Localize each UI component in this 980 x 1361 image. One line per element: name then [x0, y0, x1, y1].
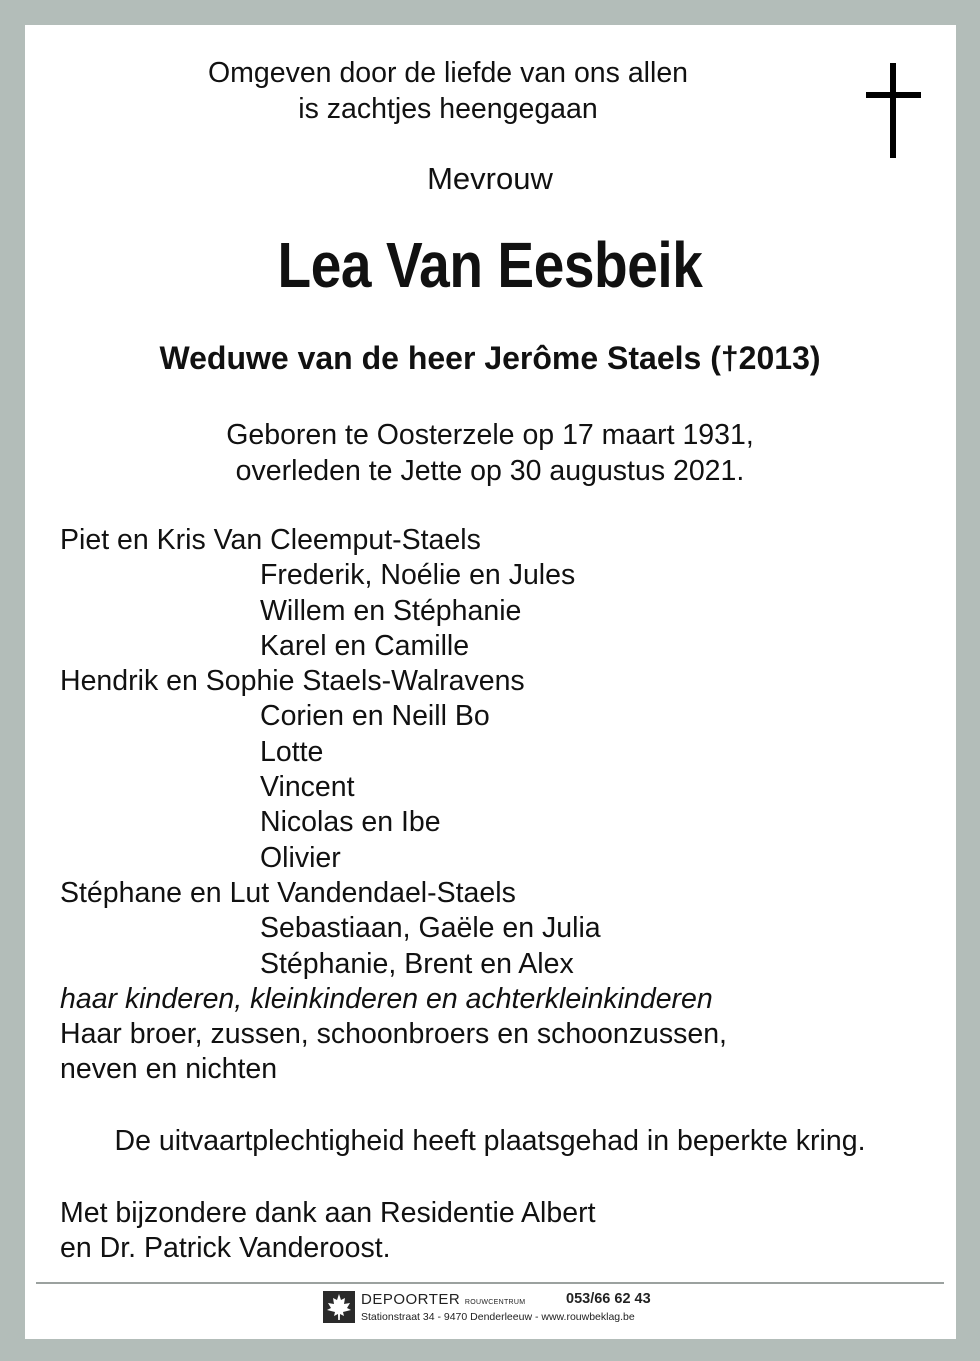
family-grandchild: Vincent: [260, 771, 355, 804]
family-grandchild: Sebastiaan, Gaële en Julia: [260, 912, 601, 945]
deceased-name: Lea Van Eesbeik: [277, 229, 703, 301]
intro-text: [0, 55, 896, 127]
brand-main: DEPOORTER: [361, 1291, 461, 1308]
thanks-line: en Dr. Patrick Vanderoost.: [60, 1232, 391, 1264]
family-summary: haar kinderen, kleinkinderen en achterkleinkinderen: [60, 982, 713, 1015]
family-grandchild: Nicolas en Ibe: [260, 806, 441, 839]
family-grandchild: Olivier: [260, 841, 341, 874]
funeral-home-name: [361, 1291, 525, 1308]
family-grandchild: Stéphanie, Brent en Alex: [260, 947, 574, 980]
phone-number: 053/66 62 43: [566, 1291, 651, 1307]
family-relatives: Haar broer, zussen, schoonbroers en schoonzussen,: [60, 1018, 727, 1051]
family-relatives: neven en nichten: [60, 1053, 278, 1086]
funeral-notice: De uitvaartplechtigheid heeft plaatsgehad in beperkte kring.: [114, 1125, 866, 1157]
funeral-home-address: Stationstraat 34 - 9470 Denderleeuw - www.rouwbeklag.be: [361, 1311, 635, 1323]
death-line: overleden te Jette op 30 augustus 2021.: [235, 455, 745, 487]
footer: [323, 1291, 663, 1327]
intro-line: is zachtjes heengegaan: [298, 93, 598, 125]
cross-icon: [866, 63, 921, 158]
honorific: Mevrouw: [427, 161, 553, 196]
family-child: Piet en Kris Van Cleemput-Staels: [60, 524, 481, 556]
intro-line: Omgeven door de liefde van ons allen: [207, 57, 689, 89]
family-grandchild: Lotte: [260, 735, 324, 768]
thanks-line: Met bijzondere dank aan Residentie Albert: [60, 1197, 596, 1229]
family-grandchild: Corien en Neill Bo: [260, 700, 490, 733]
widow-line: Weduwe van de heer Jerôme Staels (†2013): [159, 340, 821, 376]
maple-leaf-icon: [323, 1291, 355, 1323]
thanks-text: [60, 1196, 596, 1266]
family-child: Hendrik en Sophie Staels-Walravens: [60, 665, 525, 698]
footer-divider: [36, 1282, 944, 1284]
family-child: Stéphane en Lut Vandendael-Staels: [60, 876, 516, 909]
family-grandchild: Willem en Stéphanie: [260, 594, 522, 627]
family-grandchild: Frederik, Noélie en Jules: [260, 559, 576, 592]
birth-death-dates: [0, 417, 980, 489]
family-grandchild: Karel en Camille: [260, 629, 470, 662]
birth-line: Geboren te Oosterzele op 17 maart 1931,: [226, 419, 754, 451]
family-list: [60, 523, 727, 1088]
brand-sub: ROUWCENTRUM: [464, 1299, 526, 1306]
